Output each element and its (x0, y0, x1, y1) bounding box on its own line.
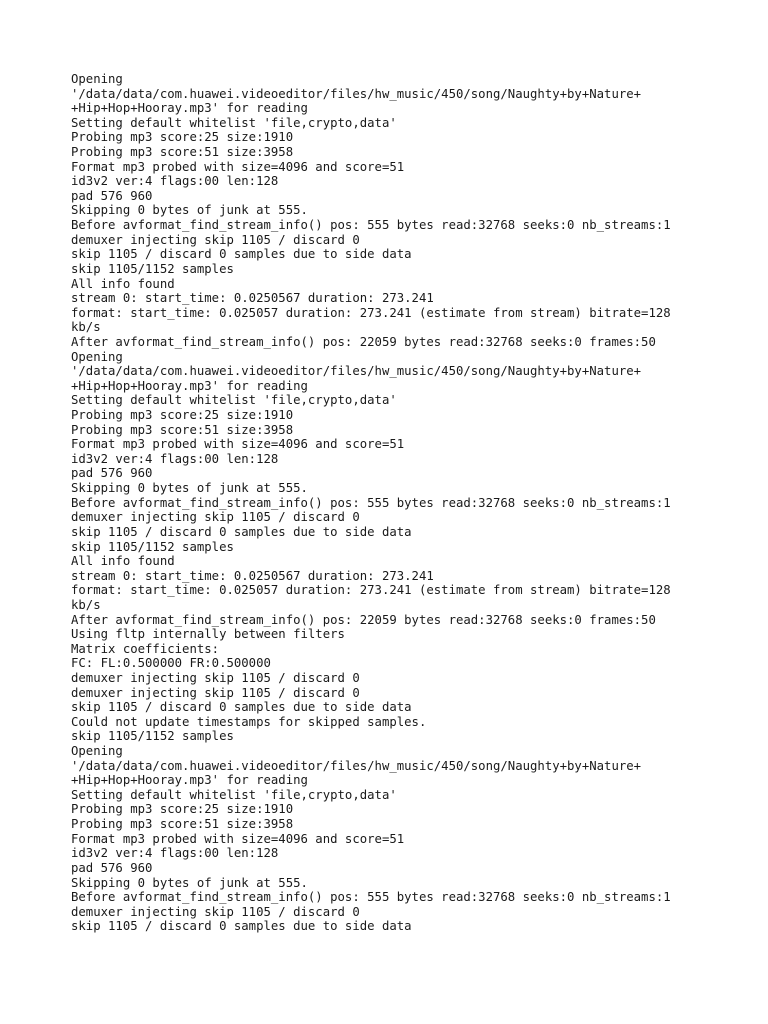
log-line: pad 576 960 (71, 188, 153, 203)
log-line: Opening (71, 744, 123, 759)
log-line: Opening (71, 349, 123, 364)
log-line: +Hip+Hop+Hooray.mp3' for reading (71, 101, 308, 116)
log-line: Using fltp internally between filters (71, 627, 345, 642)
log-line: Before avformat_find_stream_info() pos: 555 bytes read:32768 seeks:0 nb_streams:1 (71, 495, 671, 510)
log-line: skip 1105 / discard 0 samples due to side data (71, 247, 412, 262)
log-line: format: start_time: 0.025057 duration: 273.241 (estimate from stream) bitrate=128 (71, 305, 671, 320)
log-line: id3v2 ver:4 flags:00 len:128 (71, 451, 279, 466)
log-line: Setting default whitelist 'file,crypto,data' (71, 787, 397, 802)
log-line: Skipping 0 bytes of junk at 555. (71, 203, 308, 218)
log-line: demuxer injecting skip 1105 / discard 0 (71, 685, 360, 700)
log-line: Could not update timestamps for skipped samples. (71, 714, 427, 729)
log-line: kb/s (71, 597, 101, 612)
log-line: skip 1105 / discard 0 samples due to side data (71, 524, 412, 539)
log-line: After avformat_find_stream_info() pos: 22059 bytes read:32768 seeks:0 frames:50 (71, 612, 656, 627)
log-line: id3v2 ver:4 flags:00 len:128 (71, 174, 279, 189)
log-line: Before avformat_find_stream_info() pos: 555 bytes read:32768 seeks:0 nb_streams:1 (71, 890, 671, 905)
log-line: '/data/data/com.huawei.videoeditor/files/hw_music/450/song/Naughty+by+Nature+ (71, 86, 642, 101)
log-line: All info found (71, 276, 175, 291)
log-line: demuxer injecting skip 1105 / discard 0 (71, 670, 360, 685)
log-line: Probing mp3 score:51 size:3958 (71, 422, 294, 437)
log-line: pad 576 960 (71, 466, 153, 481)
log-line: All info found (71, 554, 175, 569)
log-line: +Hip+Hop+Hooray.mp3' for reading (71, 378, 308, 393)
log-line: Format mp3 probed with size=4096 and score=51 (71, 831, 405, 846)
log-line: Setting default whitelist 'file,crypto,data' (71, 393, 397, 408)
log-line: stream 0: start_time: 0.0250567 duration: 273.241 (71, 568, 434, 583)
log-line: Setting default whitelist 'file,crypto,data' (71, 115, 397, 130)
log-line: stream 0: start_time: 0.0250567 duration: 273.241 (71, 291, 434, 306)
log-line: Skipping 0 bytes of junk at 555. (71, 875, 308, 890)
log-line: Probing mp3 score:25 size:1910 (71, 802, 294, 817)
log-line: After avformat_find_stream_info() pos: 22059 bytes read:32768 seeks:0 frames:50 (71, 334, 656, 349)
log-line: Format mp3 probed with size=4096 and score=51 (71, 159, 405, 174)
log-line: skip 1105 / discard 0 samples due to side data (71, 919, 412, 934)
log-line: skip 1105/1152 samples (71, 539, 234, 554)
log-line: kb/s (71, 320, 101, 335)
log-line: Opening (71, 72, 123, 86)
log-line: Probing mp3 score:51 size:3958 (71, 817, 294, 832)
log-line: Before avformat_find_stream_info() pos: 555 bytes read:32768 seeks:0 nb_streams:1 (71, 218, 671, 233)
log-line: skip 1105/1152 samples (71, 729, 234, 744)
log-line: '/data/data/com.huawei.videoeditor/files/hw_music/450/song/Naughty+by+Nature+ (71, 758, 642, 773)
log-line: +Hip+Hop+Hooray.mp3' for reading (71, 773, 308, 788)
log-line: demuxer injecting skip 1105 / discard 0 (71, 232, 360, 247)
log-line: skip 1105/1152 samples (71, 261, 234, 276)
log-line: id3v2 ver:4 flags:00 len:128 (71, 846, 279, 861)
log-line: FC: FL:0.500000 FR:0.500000 (71, 656, 271, 671)
log-line: Skipping 0 bytes of junk at 555. (71, 481, 308, 496)
log-line: demuxer injecting skip 1105 / discard 0 (71, 904, 360, 919)
log-line: Matrix coefficients: (71, 641, 220, 656)
log-text-block (71, 72, 731, 934)
log-line: format: start_time: 0.025057 duration: 273.241 (estimate from stream) bitrate=128 (71, 583, 671, 598)
log-line: Probing mp3 score:25 size:1910 (71, 408, 294, 423)
log-line: demuxer injecting skip 1105 / discard 0 (71, 510, 360, 525)
log-line: pad 576 960 (71, 860, 153, 875)
log-line: Format mp3 probed with size=4096 and score=51 (71, 437, 405, 452)
log-line: Probing mp3 score:51 size:3958 (71, 145, 294, 160)
log-line: skip 1105 / discard 0 samples due to side data (71, 700, 412, 715)
log-line: Probing mp3 score:25 size:1910 (71, 130, 294, 145)
log-line: '/data/data/com.huawei.videoeditor/files/hw_music/450/song/Naughty+by+Nature+ (71, 364, 642, 379)
